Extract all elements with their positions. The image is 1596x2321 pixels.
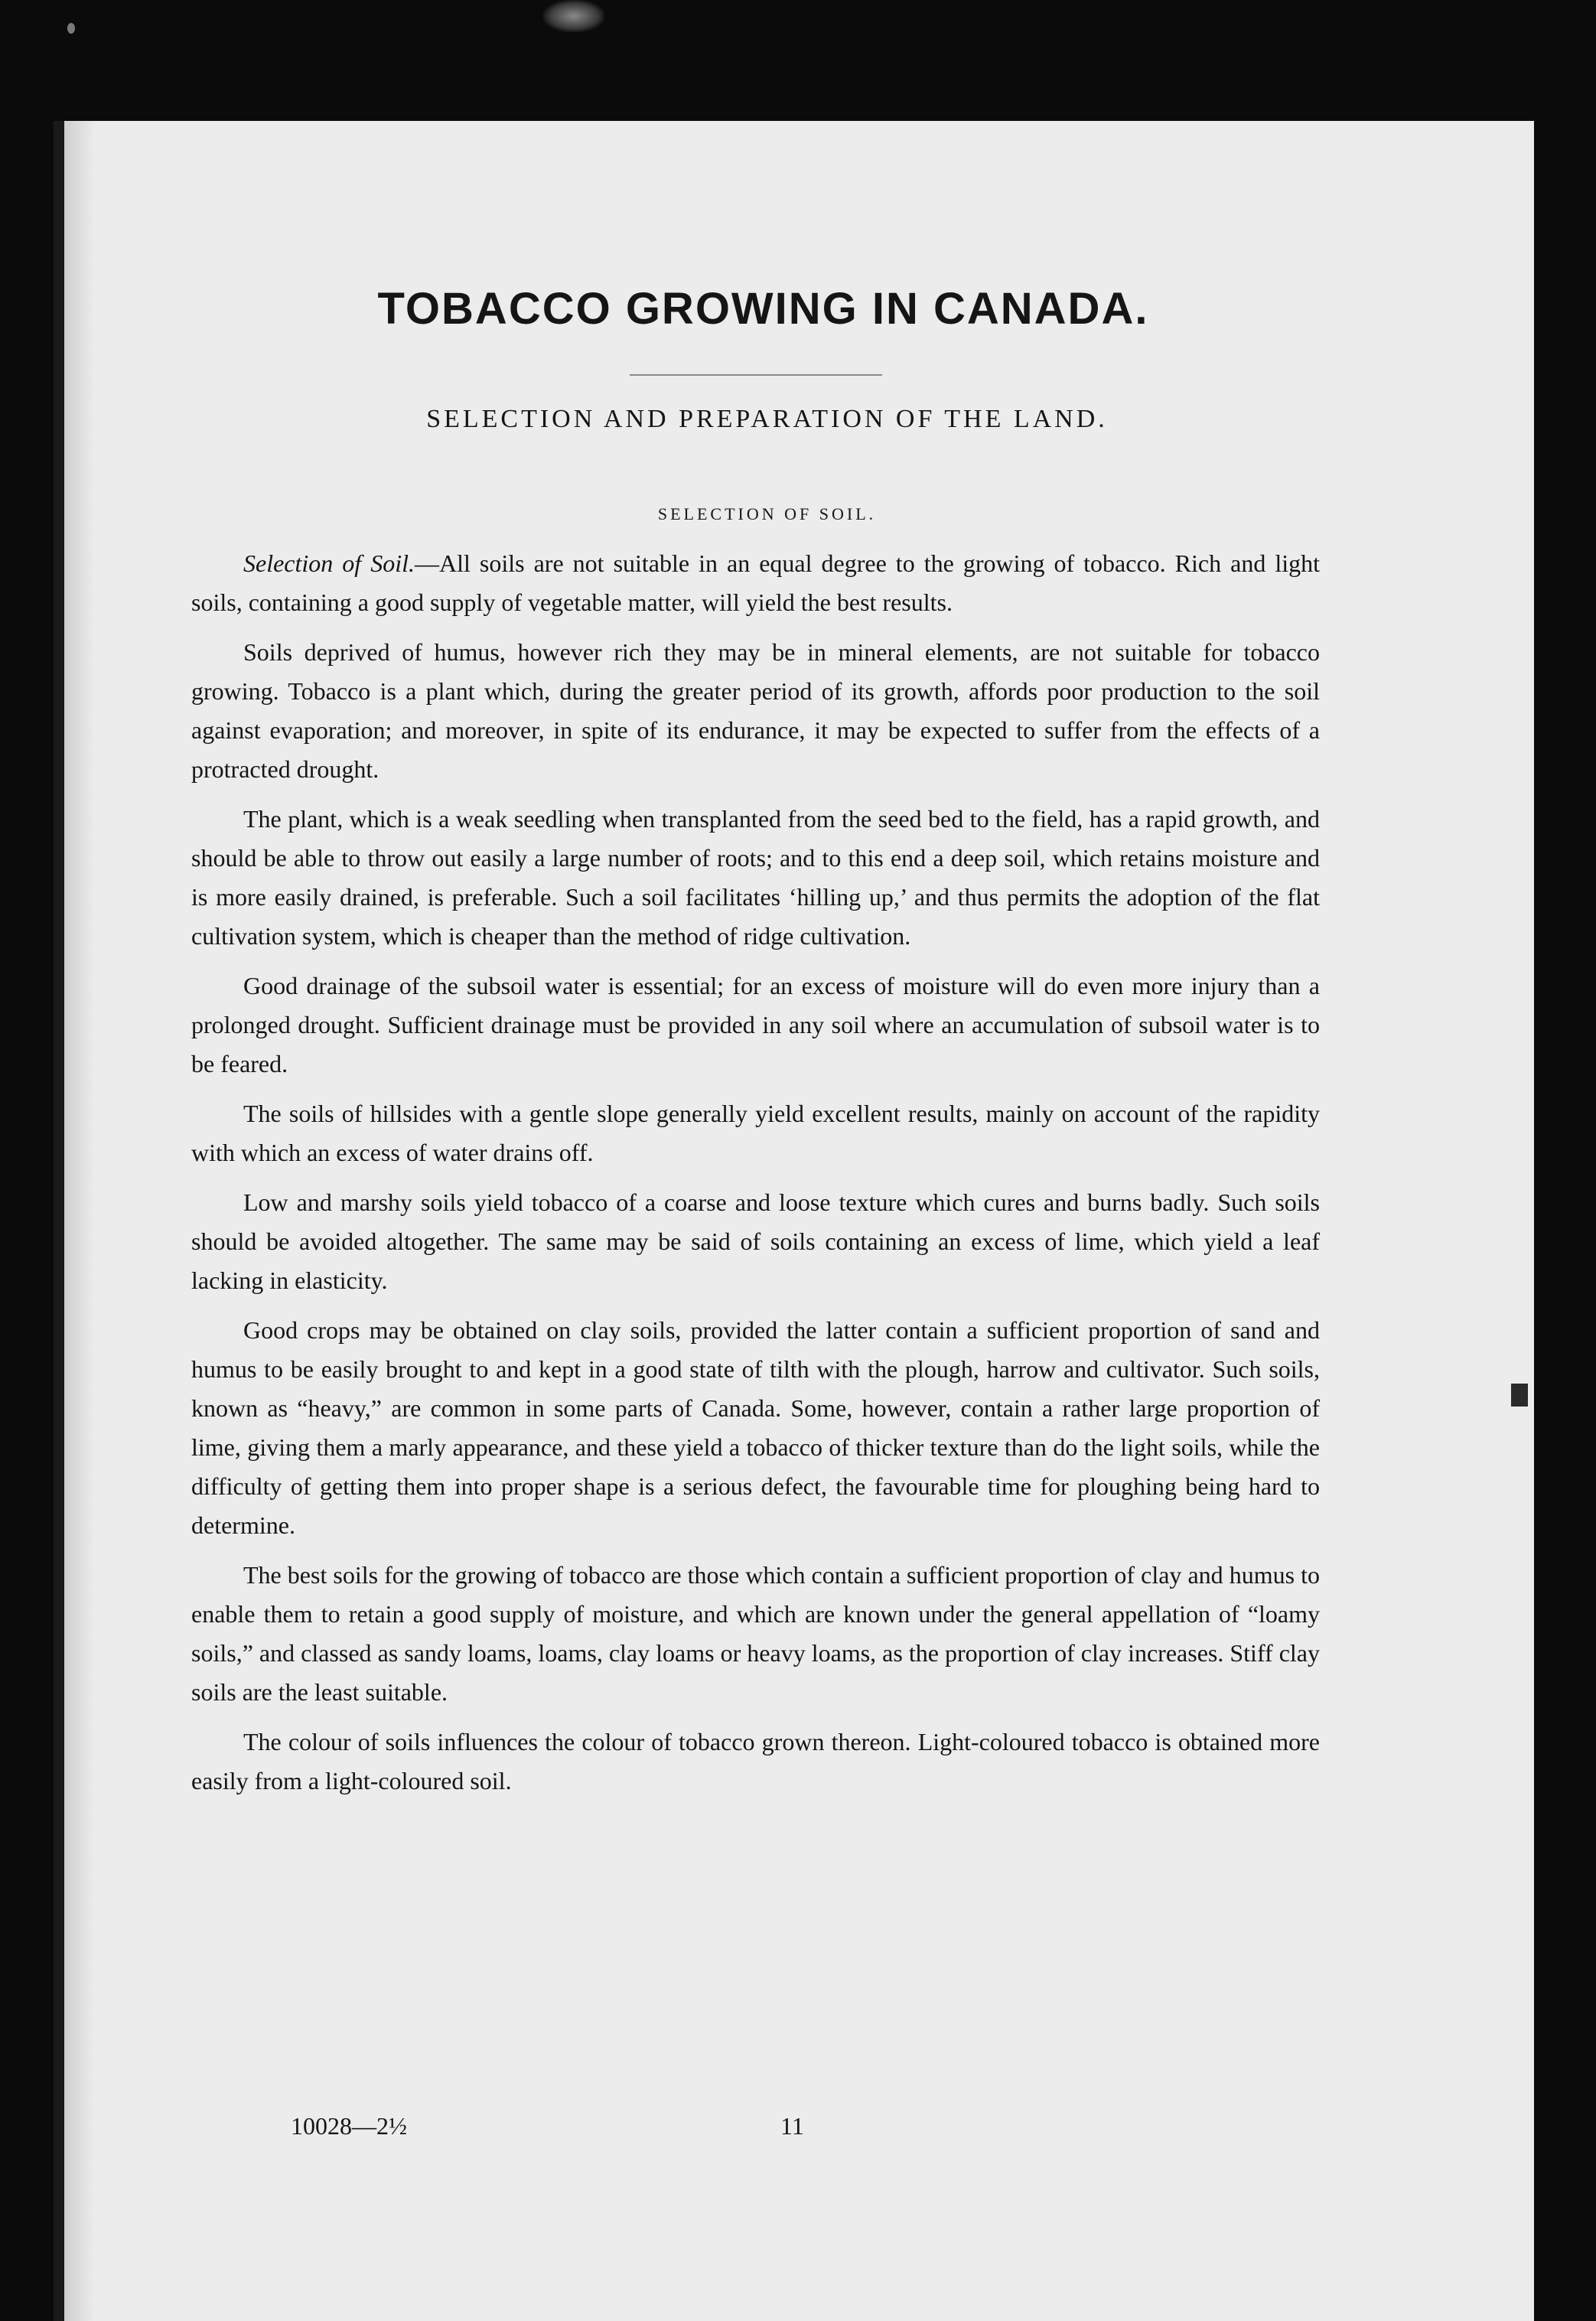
section-heading: SELECTION OF SOIL. (657, 504, 877, 523)
paragraph-3: The plant, which is a weak seedling when transplanted from the seed bed to the field, has a rapid growth, and should be able to throw out easily a large number of roots; and to this end a deep soil, which retains moisture and is more easily drained, is preferable. Such a soil facilitates ‘hilling up,’ and thus permits the adoption of the flat cultivation system, which is cheaper than the method of ridge cultivation. (191, 805, 1320, 950)
title-rule (630, 374, 882, 376)
scan-speck (67, 23, 75, 34)
page-subtitle: SELECTION AND PREPARATION OF THE LAND. (426, 405, 1108, 433)
paragraph-9: The colour of soils influences the colour of tobacco grown thereon. Light-coloured tobacco is obtained more easily from a light-coloured soil. (191, 1728, 1320, 1795)
paragraph-5: The soils of hillsides with a gentle slope generally yield excellent results, mainly on account of the rapidity with which an excess of water drains off. (191, 1100, 1320, 1166)
page-edge-mark (1511, 1384, 1528, 1407)
paragraph-4: Good drainage of the subsoil water is essential; for an excess of moisture will do even more injury than a prolonged drought. Sufficient drainage must be provided in any soil where an accumulation of subsoil water is to be feared. (191, 972, 1320, 1077)
paragraph-8: The best soils for the growing of tobacco are those which contain a sufficient proportion of clay and humus to enable them to retain a good supply of moisture, and which are known under the general appellation of “loamy soils,” and classed as sandy loams, loams, clay loams or heavy loams, as the proportion of clay increases. Stiff clay soils are the least suitable. (191, 1561, 1320, 1706)
page-footer (291, 2112, 1377, 2150)
page-title: TOBACCO GROWING IN CANADA. (377, 284, 1149, 334)
paragraph-1 (191, 544, 1320, 622)
scan-smudge (543, 0, 604, 32)
page-number: 11 (780, 2112, 804, 2140)
page-content (191, 283, 1320, 1811)
paragraph-text: —All soils are not suitable in an equal degree to the growing of tobacco. Rich and light soils, containing a good supply of vegetable matter, will yield the best results. (191, 549, 1321, 616)
printer-signature: 10028—2½ (291, 2112, 407, 2140)
paragraph-7: Good crops may be obtained on clay soils, provided the latter contain a sufficient proportion of sand and humus to be easily brought to and kept in a good state of tilth with the plough, harrow and cultivator. Such soils, known as “heavy,” are common in some parts of Canada. Some, however, contain a rather large proportion of lime, giving them a marly appearance, and these yield a tobacco of thicker texture than do the light soils, while the difficulty of getting them into proper shape is a serious defect, the favourable time for ploughing being hard to determine. (191, 1316, 1320, 1539)
paragraph-lead: Selection of Soil. (243, 549, 415, 577)
paragraph-6: Low and marshy soils yield tobacco of a coarse and loose texture which cures and burns badly. Such soils should be avoided altogether. The same may be said of soils containing an excess of lime, which yield a leaf lacking in elasticity. (191, 1188, 1320, 1294)
paragraph-2: Soils deprived of humus, however rich they may be in mineral elements, are not suitable for tobacco growing. Tobacco is a plant which, during the greater period of its growth, affords poor production to the soil against evaporation; and moreover, in spite of its endurance, it may be expected to suffer from the effects of a protracted drought. (191, 638, 1320, 783)
